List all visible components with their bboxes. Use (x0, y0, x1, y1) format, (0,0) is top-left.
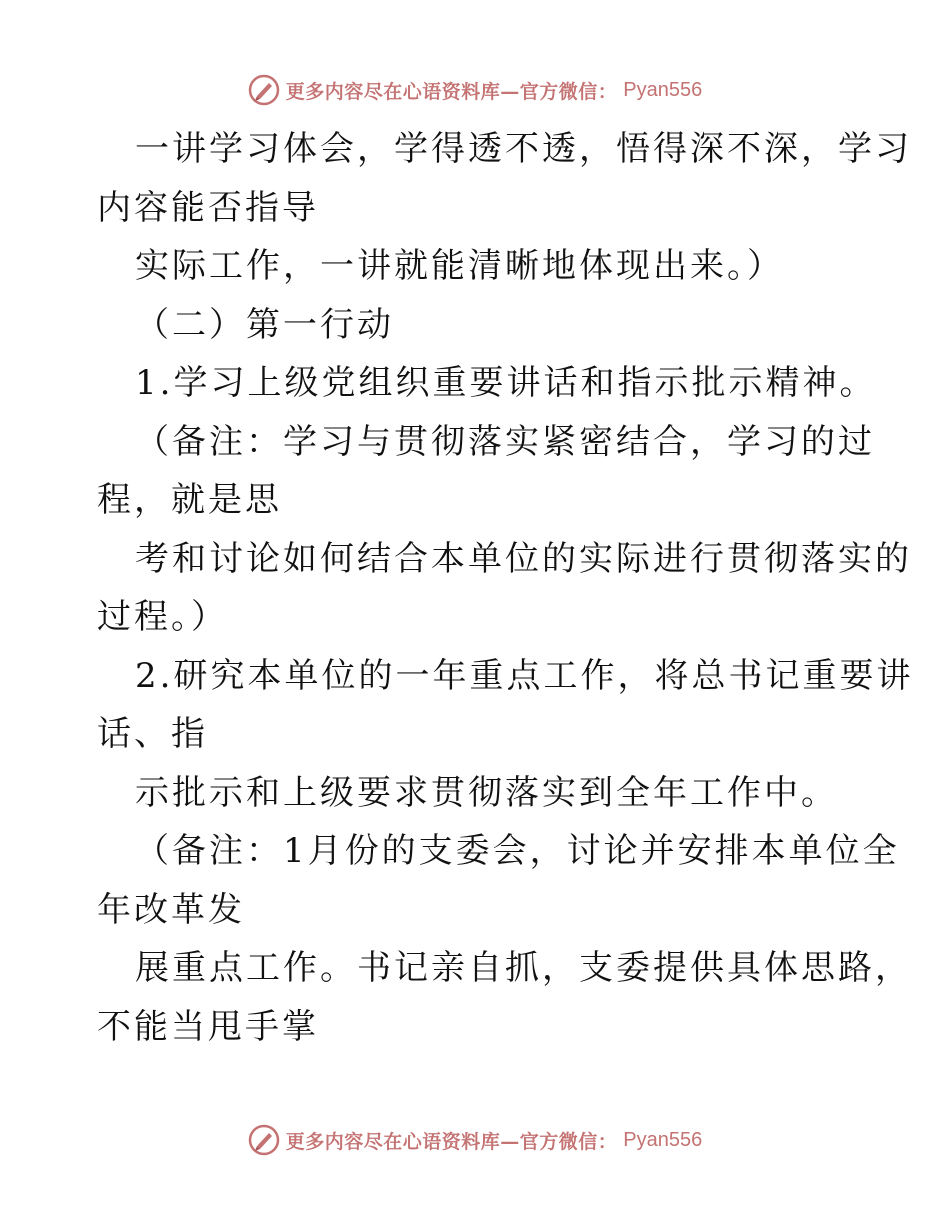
section-heading: （二）第一行动 (135, 304, 394, 345)
text-line: 内容能否指导 (97, 187, 319, 228)
list-item: 2.研究本单位的一年重点工作，将总书记重要讲 (135, 655, 914, 696)
list-item: 话、指 (97, 714, 208, 754)
note-line: 程，就是思 (97, 480, 282, 520)
list-item: 1.学习上级党组织重要讲话和指示批示精神。 (135, 363, 877, 403)
note-line: 年改革发 (97, 889, 245, 930)
pen-logo-icon (248, 1124, 280, 1156)
note-line: 展重点工作。书记亲自抓，支委提供具体思路， (135, 948, 912, 988)
wechat-id: Pyan556 (623, 1128, 703, 1151)
footer-banner (0, 1120, 950, 1160)
text-line: 一讲学习体会，学得透不透，悟得深不深，学习 (135, 129, 912, 169)
list-item: 示批示和上级要求贯彻落实到全年工作中。 (135, 772, 838, 813)
body-text (97, 120, 914, 1056)
text-line: 实际工作，一讲就能清晰地体现出来。） (135, 246, 784, 286)
note-line: 过程。） (97, 597, 228, 637)
wechat-id: Pyan556 (623, 78, 703, 101)
note-line: （备注：1月份的支委会，讨论并安排本单位全 (135, 831, 900, 871)
banner-text: 更多内容尽在心语资料库—官方微信： (285, 1130, 618, 1153)
pen-logo-icon (248, 74, 280, 106)
banner-text: 更多内容尽在心语资料库—官方微信： (285, 80, 618, 103)
header-banner (0, 70, 950, 110)
note-line: 不能当甩手掌 (97, 1006, 319, 1047)
note-line: （备注：学习与贯彻落实紧密结合，学习的过 (135, 421, 875, 462)
note-line: 考和讨论如何结合本单位的实际进行贯彻落实的 (135, 538, 912, 579)
